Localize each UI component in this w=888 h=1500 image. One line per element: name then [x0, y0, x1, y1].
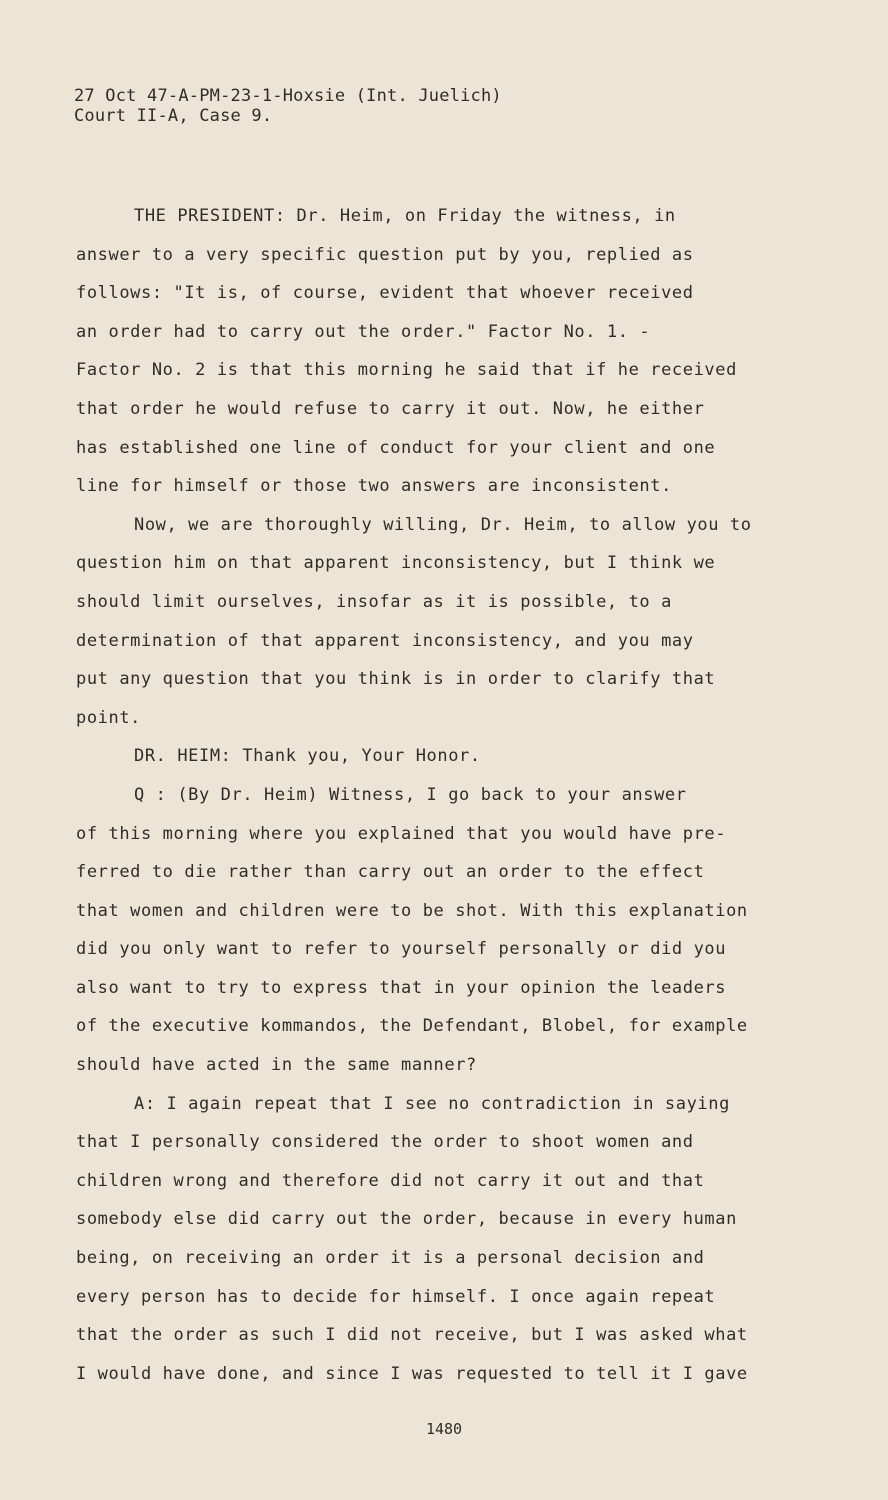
transcript-line: Q : (By Dr. Heim) Witness, I go back to your answer	[134, 784, 687, 805]
transcript-line: determination of that apparent inconsistency, and you may	[76, 630, 694, 651]
transcript-line: ferred to die rather than carry out an order to the effect	[76, 862, 705, 883]
transcript-line: did you only want to refer to yourself personally or did you	[76, 939, 727, 960]
transcript-line: I would have done, and since I was requested to tell it I gave	[76, 1363, 748, 1384]
transcript-line: line for himself or those two answers are inconsistent.	[76, 476, 672, 497]
transcript-line: that the order as such I did not receive, but I was asked what	[76, 1325, 748, 1346]
transcript-line: that women and children were to be shot. With this explanation	[76, 900, 748, 921]
transcript-line: should limit ourselves, insofar as it is possible, to a	[76, 591, 672, 612]
header-line-2: Court II-A, Case 9.	[74, 106, 273, 126]
transcript-line: Factor No. 2 is that this morning he said that if he received	[76, 360, 737, 381]
transcript-line: of the executive kommandos, the Defendant, Blobel, for example	[76, 1016, 748, 1037]
transcript-line: somebody else did carry out the order, because in every human	[76, 1209, 737, 1230]
transcript-body	[76, 197, 836, 1393]
transcript-line: every person has to decide for himself. I once again repeat	[76, 1286, 716, 1307]
transcript-line: being, on receiving an order it is a personal decision and	[76, 1248, 705, 1269]
transcript-line: an order had to carry out the order." Factor No. 1. -	[76, 321, 651, 342]
header-line-1: 27 Oct 47-A-PM-23-1-Hoxsie (Int. Juelich)	[74, 86, 502, 106]
transcript-line: THE PRESIDENT: Dr. Heim, on Friday the witness, in	[134, 206, 676, 226]
transcript-line: A: I again repeat that I see no contradiction in saying	[134, 1093, 730, 1114]
transcript-line: has established one line of conduct for your client and one	[76, 437, 716, 458]
transcript-line: Now, we are thoroughly willing, Dr. Heim, to allow you to	[134, 514, 752, 535]
transcript-line: put any question that you think is in order to clarify that	[76, 669, 716, 690]
transcript-line: that order he would refuse to carry it out. Now, he either	[76, 398, 705, 419]
transcript-line: answer to a very specific question put by you, replied as	[76, 244, 694, 265]
transcript-line: DR. HEIM: Thank you, Your Honor.	[134, 746, 481, 767]
transcript-line: follows: "It is, of course, evident that whoever received	[76, 283, 694, 304]
transcript-line: of this morning where you explained that you would have pre-	[76, 823, 727, 844]
transcript-line: children wrong and therefore did not carry it out and that	[76, 1170, 705, 1191]
document-header	[74, 86, 502, 126]
transcript-line: that I personally considered the order to shoot women and	[76, 1132, 694, 1153]
page-number: 1480	[425, 1420, 463, 1438]
transcript-line: should have acted in the same manner?	[76, 1055, 477, 1076]
transcript-line: point.	[76, 707, 142, 728]
transcript-line: also want to try to express that in your opinion the leaders	[76, 977, 727, 998]
transcript-line: question him on that apparent inconsistency, but I think we	[76, 553, 716, 574]
